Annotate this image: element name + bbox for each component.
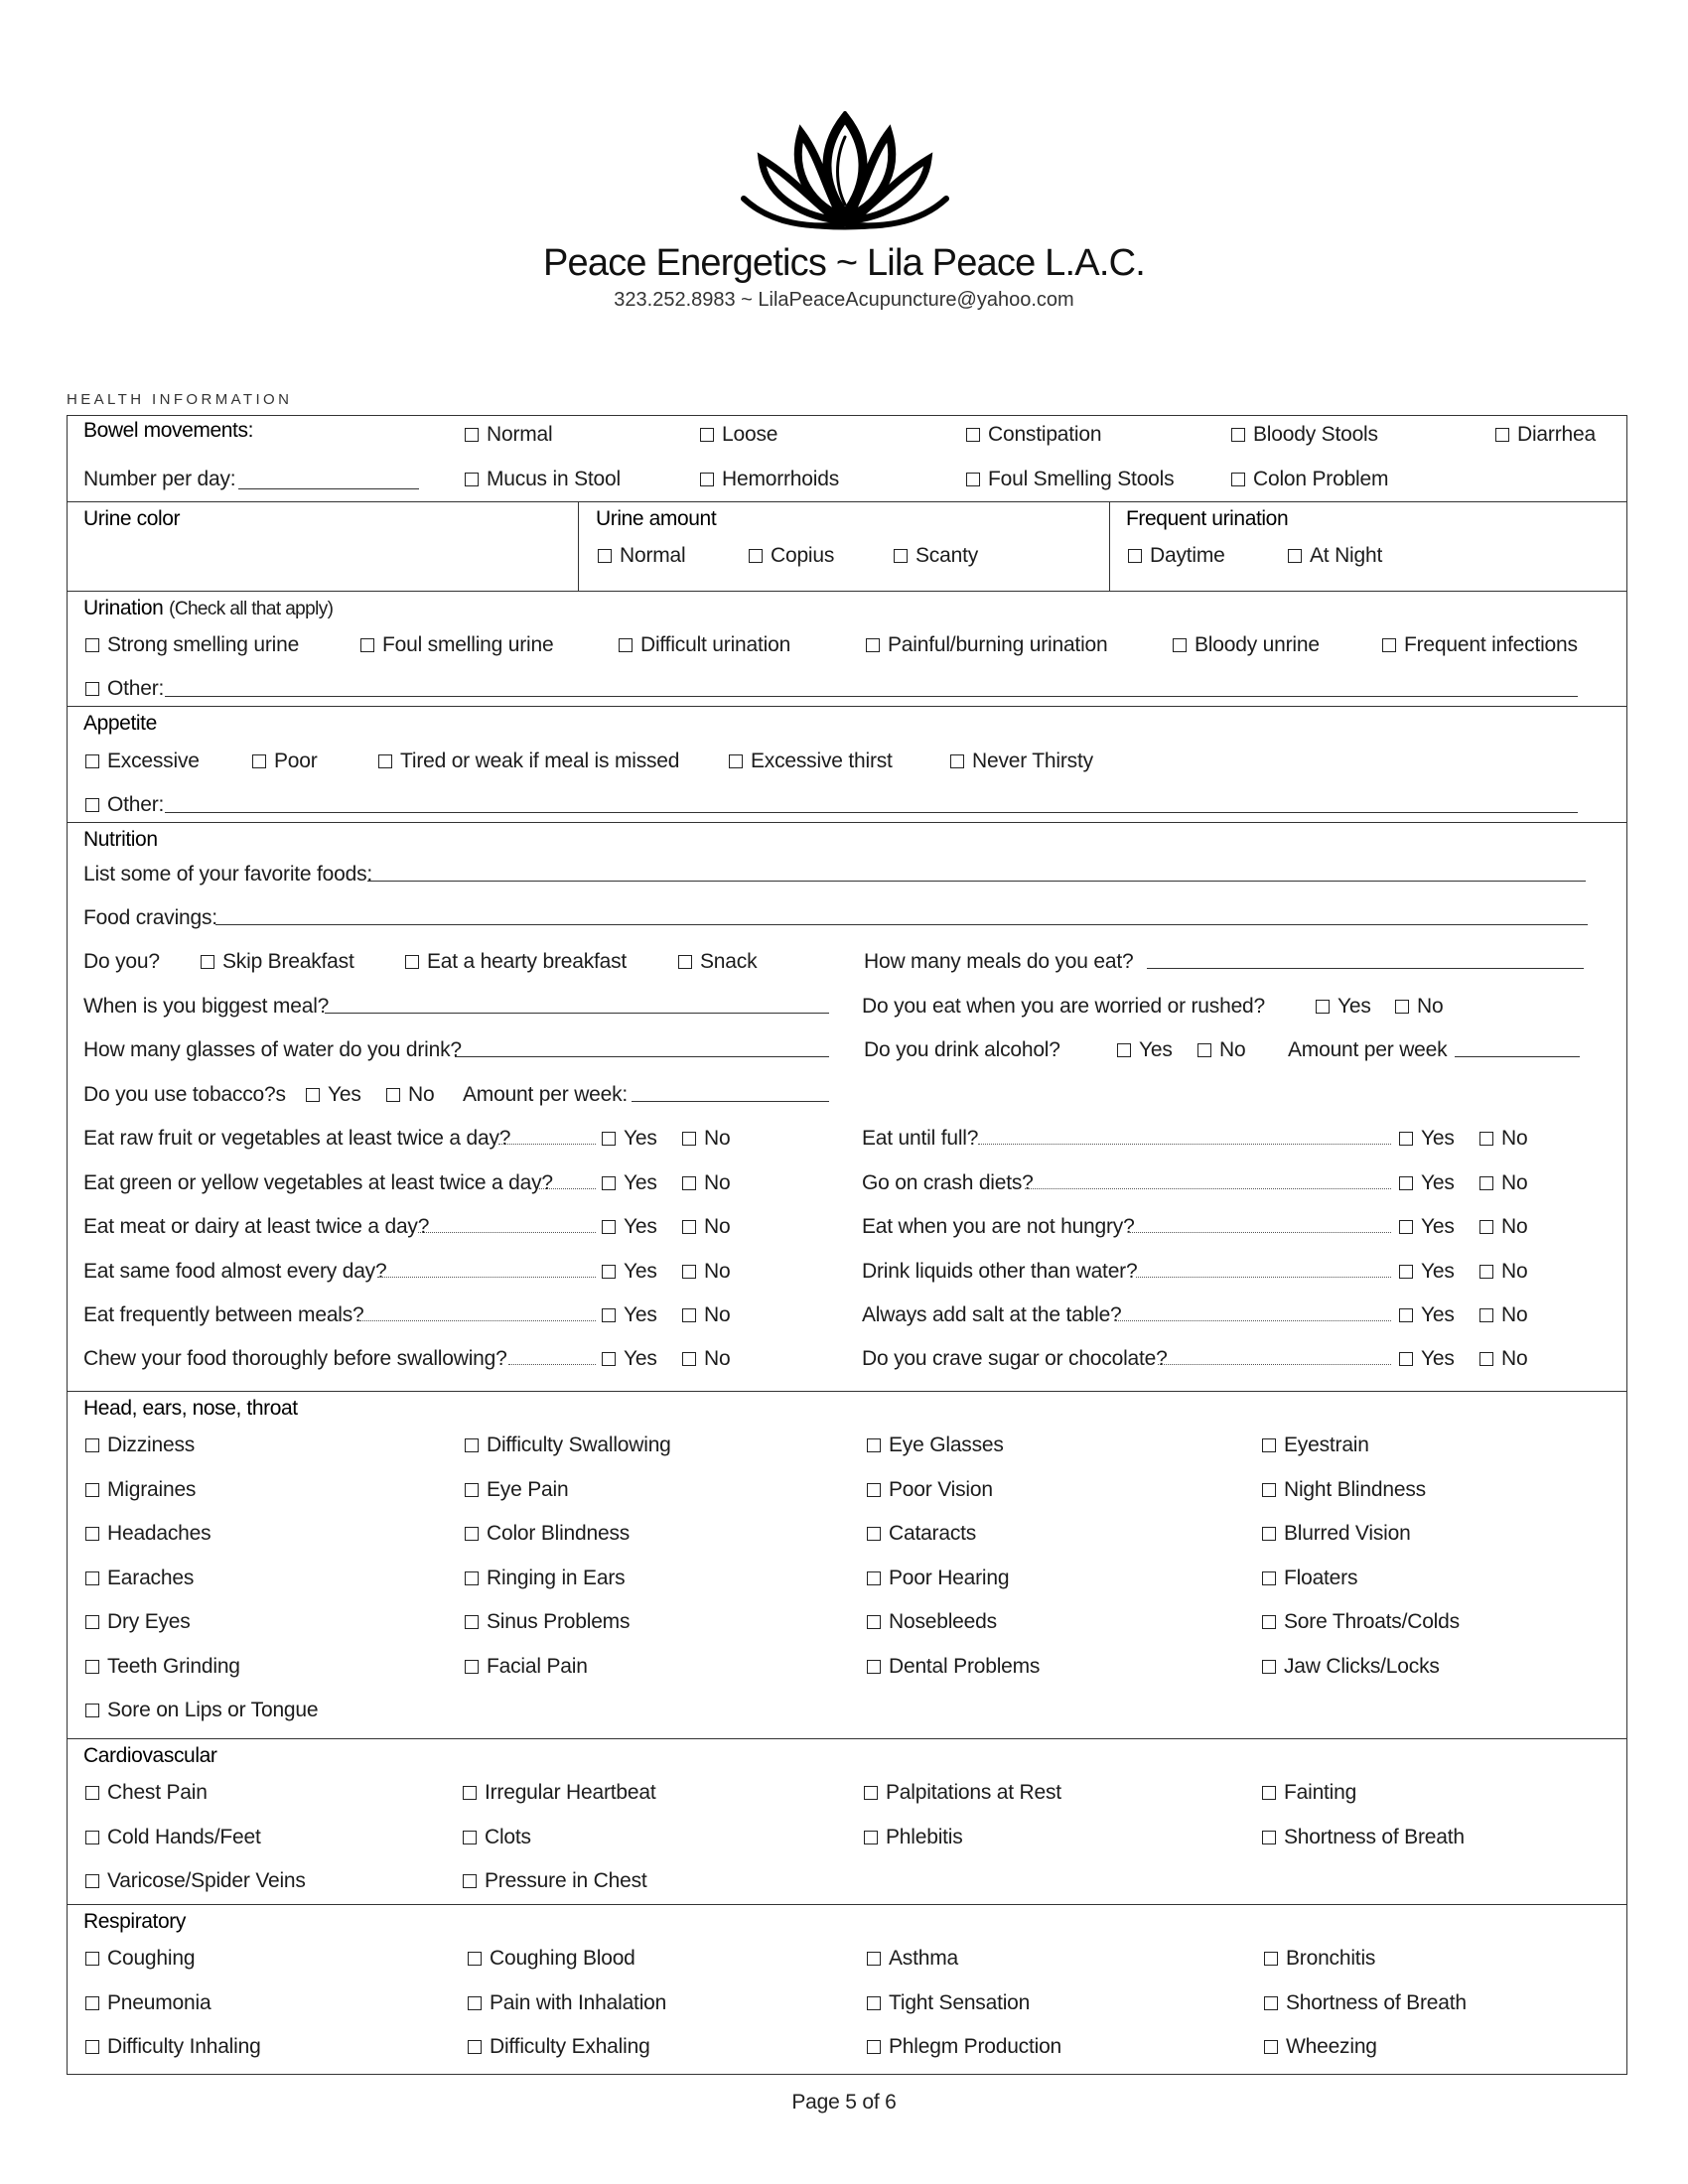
bowel-option[interactable]: Foul Smelling Stools — [966, 467, 1174, 492]
biggest-meal-field[interactable] — [325, 1013, 829, 1014]
leader-dots — [539, 1188, 596, 1189]
urine-amount-option[interactable]: Normal — [598, 543, 685, 569]
food-cravings-label: Food cravings: — [83, 906, 217, 929]
alcohol-yes[interactable]: Yes — [1117, 1037, 1173, 1063]
respiratory-option[interactable]: Asthma — [867, 1946, 958, 1972]
appetite-other-field[interactable] — [165, 812, 1578, 813]
nutrition-question: Eat same food almost every day? — [83, 1260, 387, 1283]
nutrition-question: Eat until full? — [862, 1127, 979, 1150]
cardio-option[interactable]: Fainting — [1262, 1780, 1356, 1806]
breakfast-option[interactable]: Snack — [678, 949, 757, 975]
favorite-foods-label: List some of your favorite foods: — [83, 863, 373, 886]
cardio-option[interactable]: Cold Hands/Feet — [85, 1825, 261, 1850]
cardio-option[interactable]: Phlebitis — [864, 1825, 963, 1850]
heent-option[interactable]: Sore on Lips or Tongue — [85, 1698, 318, 1723]
appetite-option[interactable]: Never Thirsty — [950, 749, 1093, 774]
question-yes[interactable]: Yes — [1399, 1214, 1455, 1240]
divider — [67, 822, 1627, 823]
number-per-day-label: Number per day: — [83, 468, 236, 490]
do-you-label: Do you? — [83, 950, 160, 973]
urine-amount-label: Urine amount — [596, 507, 717, 530]
heent-option[interactable]: Earaches — [85, 1566, 194, 1591]
respiratory-option[interactable]: Coughing — [85, 1946, 195, 1972]
nutrition-question: Eat meat or dairy at least twice a day? — [83, 1215, 430, 1238]
urination-option[interactable]: Strong smelling urine — [85, 632, 299, 658]
water-label: How many glasses of water do you drink? — [83, 1038, 462, 1061]
frequent-urination-option[interactable]: Daytime — [1128, 543, 1225, 569]
cardio-option[interactable]: Varicose/Spider Veins — [85, 1868, 306, 1894]
appetite-option[interactable]: Excessive — [85, 749, 200, 774]
urination-title: Urination — [83, 597, 164, 619]
cardio-option[interactable]: Clots — [463, 1825, 531, 1850]
heent-option[interactable]: Jaw Clicks/Locks — [1262, 1654, 1440, 1680]
question-yes[interactable]: Yes — [602, 1259, 657, 1285]
respiratory-option[interactable]: Coughing Blood — [468, 1946, 635, 1972]
heent-option[interactable]: Sinus Problems — [465, 1609, 630, 1635]
question-yes[interactable]: Yes — [1399, 1302, 1455, 1328]
meals-count-label: How many meals do you eat? — [864, 950, 1134, 973]
cardio-option[interactable]: Palpitations at Rest — [864, 1780, 1061, 1806]
leader-dots — [498, 1144, 596, 1145]
respiratory-option[interactable]: Difficulty Inhaling — [85, 2034, 261, 2060]
worried-no[interactable]: No — [1395, 994, 1443, 1020]
heent-option[interactable]: Migraines — [85, 1477, 196, 1503]
nutrition-question: Drink liquids other than water? — [862, 1260, 1138, 1283]
heent-option[interactable]: Floaters — [1262, 1566, 1357, 1591]
alcohol-no[interactable]: No — [1197, 1037, 1245, 1063]
divider — [67, 1391, 1627, 1392]
question-yes[interactable]: Yes — [602, 1170, 657, 1196]
appetite-option[interactable]: Tired or weak if meal is missed — [378, 749, 679, 774]
tobacco-yes[interactable]: Yes — [306, 1082, 361, 1108]
leader-dots — [1128, 1232, 1391, 1233]
heent-option[interactable]: Sore Throats/Colds — [1262, 1609, 1460, 1635]
leader-dots — [978, 1144, 1391, 1145]
breakfast-option[interactable]: Skip Breakfast — [201, 949, 354, 975]
appetite-option[interactable]: Excessive thirst — [729, 749, 893, 774]
number-per-day-field[interactable] — [238, 488, 419, 489]
question-yes[interactable]: Yes — [1399, 1259, 1455, 1285]
leader-dots — [1115, 1320, 1391, 1321]
tobacco-amount-field[interactable] — [632, 1101, 829, 1102]
divider — [67, 706, 1627, 707]
leader-dots — [508, 1364, 596, 1365]
leader-dots — [1136, 1277, 1391, 1278]
nutrition-question: Do you crave sugar or chocolate? — [862, 1347, 1168, 1370]
urination-option[interactable]: Painful/burning urination — [866, 632, 1108, 658]
worried-label: Do you eat when you are worried or rushed? — [862, 995, 1266, 1018]
nutrition-question: Eat green or yellow vegetables at least twice a day? — [83, 1171, 553, 1194]
divider — [1109, 501, 1110, 591]
respiratory-option[interactable]: Shortness of Breath — [1264, 1990, 1467, 2016]
heent-option[interactable]: Headaches — [85, 1521, 211, 1547]
nutrition-question: Go on crash diets? — [862, 1171, 1034, 1194]
urination-option[interactable]: Bloody unrine — [1173, 632, 1320, 658]
worried-yes[interactable]: Yes — [1316, 994, 1371, 1020]
tobacco-no[interactable]: No — [386, 1082, 434, 1108]
heent-option[interactable]: Nosebleeds — [867, 1609, 997, 1635]
heent-option[interactable]: Eye Pain — [465, 1477, 568, 1503]
respiratory-option[interactable]: Pneumonia — [85, 1990, 211, 2016]
frequent-urination-option[interactable]: At Night — [1288, 543, 1382, 569]
question-no[interactable]: No — [1479, 1259, 1527, 1285]
question-no[interactable]: No — [1479, 1346, 1527, 1372]
question-yes[interactable]: Yes — [1399, 1346, 1455, 1372]
bowel-option[interactable]: Hemorrhoids — [700, 467, 839, 492]
bowel-option[interactable]: Bloody Stools — [1231, 422, 1378, 448]
favorite-foods-field[interactable] — [367, 881, 1586, 882]
urination-other[interactable]: Other: — [85, 676, 164, 702]
appetite-label: Appetite — [83, 712, 157, 735]
urination-option[interactable]: Foul smelling urine — [360, 632, 553, 658]
heent-option[interactable]: Dental Problems — [867, 1654, 1040, 1680]
cardio-option[interactable]: Pressure in Chest — [463, 1868, 647, 1894]
question-no[interactable]: No — [682, 1259, 730, 1285]
nutrition-question: Always add salt at the table? — [862, 1303, 1122, 1326]
breakfast-option[interactable]: Eat a hearty breakfast — [405, 949, 627, 975]
meals-count-field[interactable] — [1147, 968, 1584, 969]
nutrition-question: Eat raw fruit or vegetables at least twice a day? — [83, 1127, 511, 1150]
question-no[interactable]: No — [682, 1170, 730, 1196]
question-yes[interactable]: Yes — [602, 1302, 657, 1328]
heent-label: Head, ears, nose, throat — [83, 1397, 298, 1420]
heent-option[interactable]: Ringing in Ears — [465, 1566, 625, 1591]
alcohol-amount-field[interactable] — [1455, 1056, 1580, 1057]
question-no[interactable]: No — [1479, 1302, 1527, 1328]
nutrition-question: Chew your food thoroughly before swallowing? — [83, 1347, 507, 1370]
question-no[interactable]: No — [682, 1346, 730, 1372]
leader-dots — [1158, 1364, 1391, 1365]
leader-dots — [359, 1320, 596, 1321]
tobacco-label: Do you use tobacco?s — [83, 1083, 286, 1106]
food-cravings-field[interactable] — [215, 924, 1588, 925]
question-yes[interactable]: Yes — [602, 1346, 657, 1372]
cardio-option[interactable]: Shortness of Breath — [1262, 1825, 1465, 1850]
divider — [67, 1904, 1627, 1905]
heent-option[interactable]: Dizziness — [85, 1433, 195, 1458]
leader-dots — [377, 1277, 596, 1278]
question-yes[interactable]: Yes — [1399, 1170, 1455, 1196]
heent-option[interactable]: Difficulty Swallowing — [465, 1433, 671, 1458]
urination-note: (Check all that apply) — [169, 599, 334, 619]
cardio-option[interactable]: Irregular Heartbeat — [463, 1780, 655, 1806]
respiratory-option[interactable]: Tight Sensation — [867, 1990, 1030, 2016]
question-no[interactable]: No — [682, 1214, 730, 1240]
respiratory-option[interactable]: Wheezing — [1264, 2034, 1377, 2060]
urination-other-field[interactable] — [165, 696, 1578, 697]
question-no[interactable]: No — [682, 1126, 730, 1152]
question-yes[interactable]: Yes — [1399, 1126, 1455, 1152]
heent-option[interactable]: Poor Vision — [867, 1477, 993, 1503]
heent-option[interactable]: Dry Eyes — [85, 1609, 191, 1635]
contact-line: 323.252.8983 ~ LilaPeaceAcupuncture@yahoo.com — [614, 289, 1074, 311]
appetite-option[interactable]: Poor — [252, 749, 318, 774]
divider — [67, 1738, 1627, 1739]
urine-amount-option[interactable]: Scanty — [894, 543, 978, 569]
bowel-option[interactable]: Loose — [700, 422, 777, 448]
bowel-option[interactable]: Normal — [465, 422, 552, 448]
heent-option[interactable]: Cataracts — [867, 1521, 976, 1547]
respiratory-option[interactable]: Pain with Inhalation — [468, 1990, 666, 2016]
question-no[interactable]: No — [1479, 1214, 1527, 1240]
urination-option[interactable]: Frequent infections — [1382, 632, 1578, 658]
heent-option[interactable]: Teeth Grinding — [85, 1654, 240, 1680]
question-no[interactable]: No — [1479, 1126, 1527, 1152]
heent-option[interactable]: Color Blindness — [465, 1521, 630, 1547]
leader-dots — [1025, 1188, 1391, 1189]
question-yes[interactable]: Yes — [602, 1126, 657, 1152]
heent-option[interactable]: Eye Glasses — [867, 1433, 1004, 1458]
lotus-logo-icon — [740, 111, 950, 232]
water-field[interactable] — [455, 1056, 829, 1057]
question-no[interactable]: No — [1479, 1170, 1527, 1196]
biggest-meal-label: When is you biggest meal? — [83, 995, 330, 1018]
bowel-label: Bowel movements: — [83, 419, 254, 442]
divider — [67, 591, 1627, 592]
cardio-label: Cardiovascular — [83, 1744, 217, 1767]
appetite-other[interactable]: Other: — [85, 792, 164, 818]
section-label: HEALTH INFORMATION — [67, 391, 293, 408]
divider — [67, 501, 1627, 502]
heent-option[interactable]: Poor Hearing — [867, 1566, 1009, 1591]
bowel-option[interactable]: Mucus in Stool — [465, 467, 621, 492]
question-no[interactable]: No — [682, 1302, 730, 1328]
question-yes[interactable]: Yes — [602, 1214, 657, 1240]
respiratory-option[interactable]: Bronchitis — [1264, 1946, 1375, 1972]
heent-option[interactable]: Night Blindness — [1262, 1477, 1426, 1503]
nutrition-question: Eat when you are not hungry? — [862, 1215, 1135, 1238]
bowel-option[interactable]: Colon Problem — [1231, 467, 1388, 492]
page-number: Page 5 of 6 — [791, 2091, 897, 2114]
divider — [578, 501, 579, 591]
page-title: Peace Energetics ~ Lila Peace L.A.C. — [543, 242, 1145, 284]
alcohol-amount-label: Amount per week — [1288, 1038, 1448, 1061]
heent-option[interactable]: Facial Pain — [465, 1654, 588, 1680]
urine-color-label: Urine color — [83, 507, 181, 530]
urine-amount-option[interactable]: Copius — [749, 543, 834, 569]
nutrition-question: Eat frequently between meals? — [83, 1303, 364, 1326]
cardio-option[interactable]: Chest Pain — [85, 1780, 208, 1806]
urination-option[interactable]: Difficult urination — [619, 632, 790, 658]
urination-label — [83, 596, 333, 622]
tobacco-amount-label: Amount per week: — [463, 1083, 629, 1106]
heent-option[interactable]: Blurred Vision — [1262, 1521, 1411, 1547]
frequent-urination-label: Frequent urination — [1126, 507, 1289, 530]
alcohol-label: Do you drink alcohol? — [864, 1038, 1060, 1061]
respiratory-label: Respiratory — [83, 1910, 186, 1933]
respiratory-option[interactable]: Phlegm Production — [867, 2034, 1061, 2060]
heent-option[interactable]: Eyestrain — [1262, 1433, 1369, 1458]
bowel-option[interactable]: Constipation — [966, 422, 1101, 448]
bowel-option[interactable]: Diarrhea — [1495, 422, 1596, 448]
respiratory-option[interactable]: Difficulty Exhaling — [468, 2034, 650, 2060]
leader-dots — [418, 1232, 596, 1233]
nutrition-label: Nutrition — [83, 828, 158, 851]
